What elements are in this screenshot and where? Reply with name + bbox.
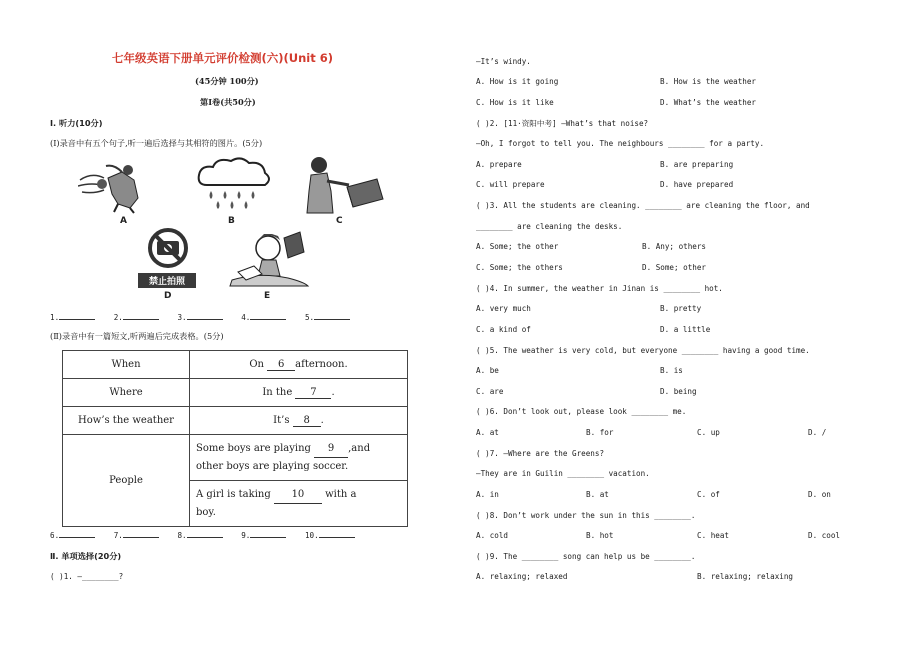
row-value-people-2: [190, 481, 408, 527]
q4-option-c[interactable]: C. a kind of: [476, 325, 531, 334]
q2-option-d[interactable]: D. have prepared: [660, 180, 734, 189]
no-photo-sign: [138, 228, 198, 286]
question-6: ( )6. Don’t look out, please look ________ me.: [476, 407, 687, 416]
q5-option-a[interactable]: A. be: [476, 366, 499, 375]
blank-6[interactable]: 6: [267, 359, 295, 371]
answer-5: 5.: [304, 313, 315, 322]
people2-pre: A girl is taking: [196, 489, 271, 500]
blank-10[interactable]: 10: [274, 486, 322, 504]
answer-7: 7.: [113, 531, 123, 540]
q6-option-d[interactable]: D. /: [808, 428, 827, 437]
picture-label-c: C: [336, 216, 343, 226]
answer-row-2: [50, 531, 355, 540]
question-2-reply: —Oh, I forgot to tell you. The neighbours ________ for a party.: [476, 139, 765, 148]
row-label-when: When: [63, 351, 190, 379]
q7-option-a[interactable]: A. in: [476, 490, 499, 499]
section-choice-heading: Ⅱ. 单项选择(20分): [50, 551, 122, 561]
q7-option-b[interactable]: B. at: [586, 490, 609, 499]
no-photo-sign-icon: [138, 228, 198, 270]
people1-pre: Some boys are playing: [196, 443, 311, 454]
answer-10-blank[interactable]: [319, 537, 355, 538]
table-row: [63, 379, 408, 407]
answer-7-blank[interactable]: [123, 537, 159, 538]
when-pre: On: [249, 358, 264, 370]
question-7: ( )7. —Where are the Greens?: [476, 449, 605, 458]
q3-option-c[interactable]: C. Some; the others: [476, 263, 563, 272]
q9-option-a[interactable]: A. relaxing; relaxed: [476, 572, 568, 581]
listening-table: [62, 350, 408, 527]
answer-3: 3.: [177, 313, 187, 322]
blank-8[interactable]: 8: [293, 415, 321, 427]
answer-row-1: [50, 313, 350, 322]
answer-2-blank[interactable]: [123, 319, 159, 320]
boy-reading-icon: [228, 228, 310, 288]
answer-9-blank[interactable]: [250, 537, 286, 538]
weather-pre: It’s: [273, 414, 290, 426]
table-row: [63, 407, 408, 435]
answer-2: 2.: [113, 313, 123, 322]
q1-option-a[interactable]: A. How is it going: [476, 77, 559, 86]
q4-option-b[interactable]: B. pretty: [660, 304, 702, 313]
picture-label-d: D: [164, 291, 172, 301]
part2-instruction: (Ⅱ)录音中有一篇短文,听两遍后完成表格。(5分): [50, 331, 224, 341]
q9-option-b[interactable]: B. relaxing; relaxing: [697, 572, 794, 581]
q8-option-a[interactable]: A. cold: [476, 531, 509, 540]
row-label-where: Where: [63, 379, 190, 407]
q4-option-d[interactable]: D. a little: [660, 325, 711, 334]
answer-1-blank[interactable]: [59, 319, 95, 320]
question-9: ( )9. The ________ song can help us be ________.: [476, 552, 696, 561]
q2-option-c[interactable]: C. will prepare: [476, 180, 545, 189]
q5-option-d[interactable]: D. being: [660, 387, 697, 396]
q2-option-b[interactable]: B. are preparing: [660, 160, 734, 169]
answer-8: 8.: [177, 531, 187, 540]
people2-line2: boy.: [196, 507, 216, 518]
question-3-cont: ________ are cleaning the desks.: [476, 222, 623, 231]
q5-option-b[interactable]: B. is: [660, 366, 683, 375]
exam-duration: (45分钟 100分): [195, 76, 259, 86]
question-7-reply: —They are in Guilin ________ vacation.: [476, 469, 650, 478]
question-3: ( )3. All the students are cleaning. ________ are cleaning the floor, and: [476, 201, 810, 210]
q1-option-b[interactable]: B. How is the weather: [660, 77, 757, 86]
row-value-weather: [190, 407, 408, 435]
question-5: ( )5. The weather is very cold, but everyone ________ having a good time.: [476, 346, 810, 355]
picture-label-b: B: [228, 216, 235, 226]
answer-6-blank[interactable]: [59, 537, 95, 538]
q6-option-c[interactable]: C. up: [697, 428, 720, 437]
q7-option-d[interactable]: D. on: [808, 490, 831, 499]
people2-post: with a: [325, 489, 357, 500]
q4-option-a[interactable]: A. very much: [476, 304, 531, 313]
answer-10: 10.: [304, 531, 319, 540]
q6-option-b[interactable]: B. for: [586, 428, 614, 437]
q5-option-c[interactable]: C. are: [476, 387, 504, 396]
answer-9: 9.: [241, 531, 251, 540]
volume-heading: 第Ⅰ卷(共50分): [200, 97, 256, 107]
row-label-people: People: [63, 435, 190, 527]
q8-option-b[interactable]: B. hot: [586, 531, 614, 540]
q3-option-d[interactable]: D. Some; other: [642, 263, 707, 272]
answer-8-blank[interactable]: [187, 537, 223, 538]
q6-option-a[interactable]: A. at: [476, 428, 499, 437]
question-2: ( )2. [11·资阳中考] —What’s that noise?: [476, 119, 649, 128]
picture-label-e: E: [264, 291, 271, 301]
row-value-when: [190, 351, 408, 379]
answer-3-blank[interactable]: [187, 319, 223, 320]
blank-9[interactable]: 9: [314, 440, 348, 458]
q8-option-c[interactable]: C. heat: [697, 531, 730, 540]
rain-cloud-icon: [193, 155, 273, 213]
q3-option-b[interactable]: B. Any; others: [642, 242, 707, 251]
answer-1: 1.: [50, 313, 60, 322]
when-post: afternoon.: [295, 358, 348, 370]
section-listening-heading: Ⅰ. 听力(10分): [50, 118, 103, 128]
blank-7[interactable]: 7: [295, 387, 331, 399]
row-value-people-1: [190, 435, 408, 481]
table-row: [63, 435, 408, 481]
q2-option-a[interactable]: A. prepare: [476, 160, 522, 169]
weather-post: .: [320, 414, 324, 426]
where-post: .: [331, 386, 335, 398]
where-pre: In the: [262, 386, 293, 398]
row-label-weather: How’s the weather: [63, 407, 190, 435]
q1-reply: —It’s windy.: [476, 57, 531, 66]
q1-option-c[interactable]: C. How is it like: [476, 98, 554, 107]
answer-5-blank[interactable]: [314, 319, 350, 320]
table-row: [63, 351, 408, 379]
people1-post: ,and: [348, 443, 371, 454]
wind-icon: [78, 158, 156, 214]
part1-instruction: (Ⅰ)录音中有五个句子,听一遍后选择与其相符的图片。(5分): [50, 138, 263, 148]
q3-option-a[interactable]: A. Some; the other: [476, 242, 559, 251]
q8-option-d[interactable]: D. cool: [808, 531, 841, 540]
q7-option-c[interactable]: C. of: [697, 490, 720, 499]
answer-6: 6.: [50, 531, 60, 540]
people1-line2: other boys are playing soccer.: [196, 461, 349, 472]
row-value-where: [190, 379, 408, 407]
question-1: ( )1. —________?: [50, 572, 124, 581]
q1-option-d[interactable]: D. What’s the weather: [660, 98, 757, 107]
no-photo-sign-text: 禁止拍照: [138, 273, 196, 288]
question-8: ( )8. Don’t work under the sun in this ________.: [476, 511, 696, 520]
question-4: ( )4. In summer, the weather in Jinan is ________ hot.: [476, 284, 723, 293]
answer-4-blank[interactable]: [250, 319, 286, 320]
woman-with-box-icon: [303, 155, 385, 215]
page-title: 七年级英语下册单元评价检测(六)(Unit 6): [112, 51, 333, 65]
picture-label-a: A: [120, 216, 127, 226]
answer-4: 4.: [241, 313, 251, 322]
